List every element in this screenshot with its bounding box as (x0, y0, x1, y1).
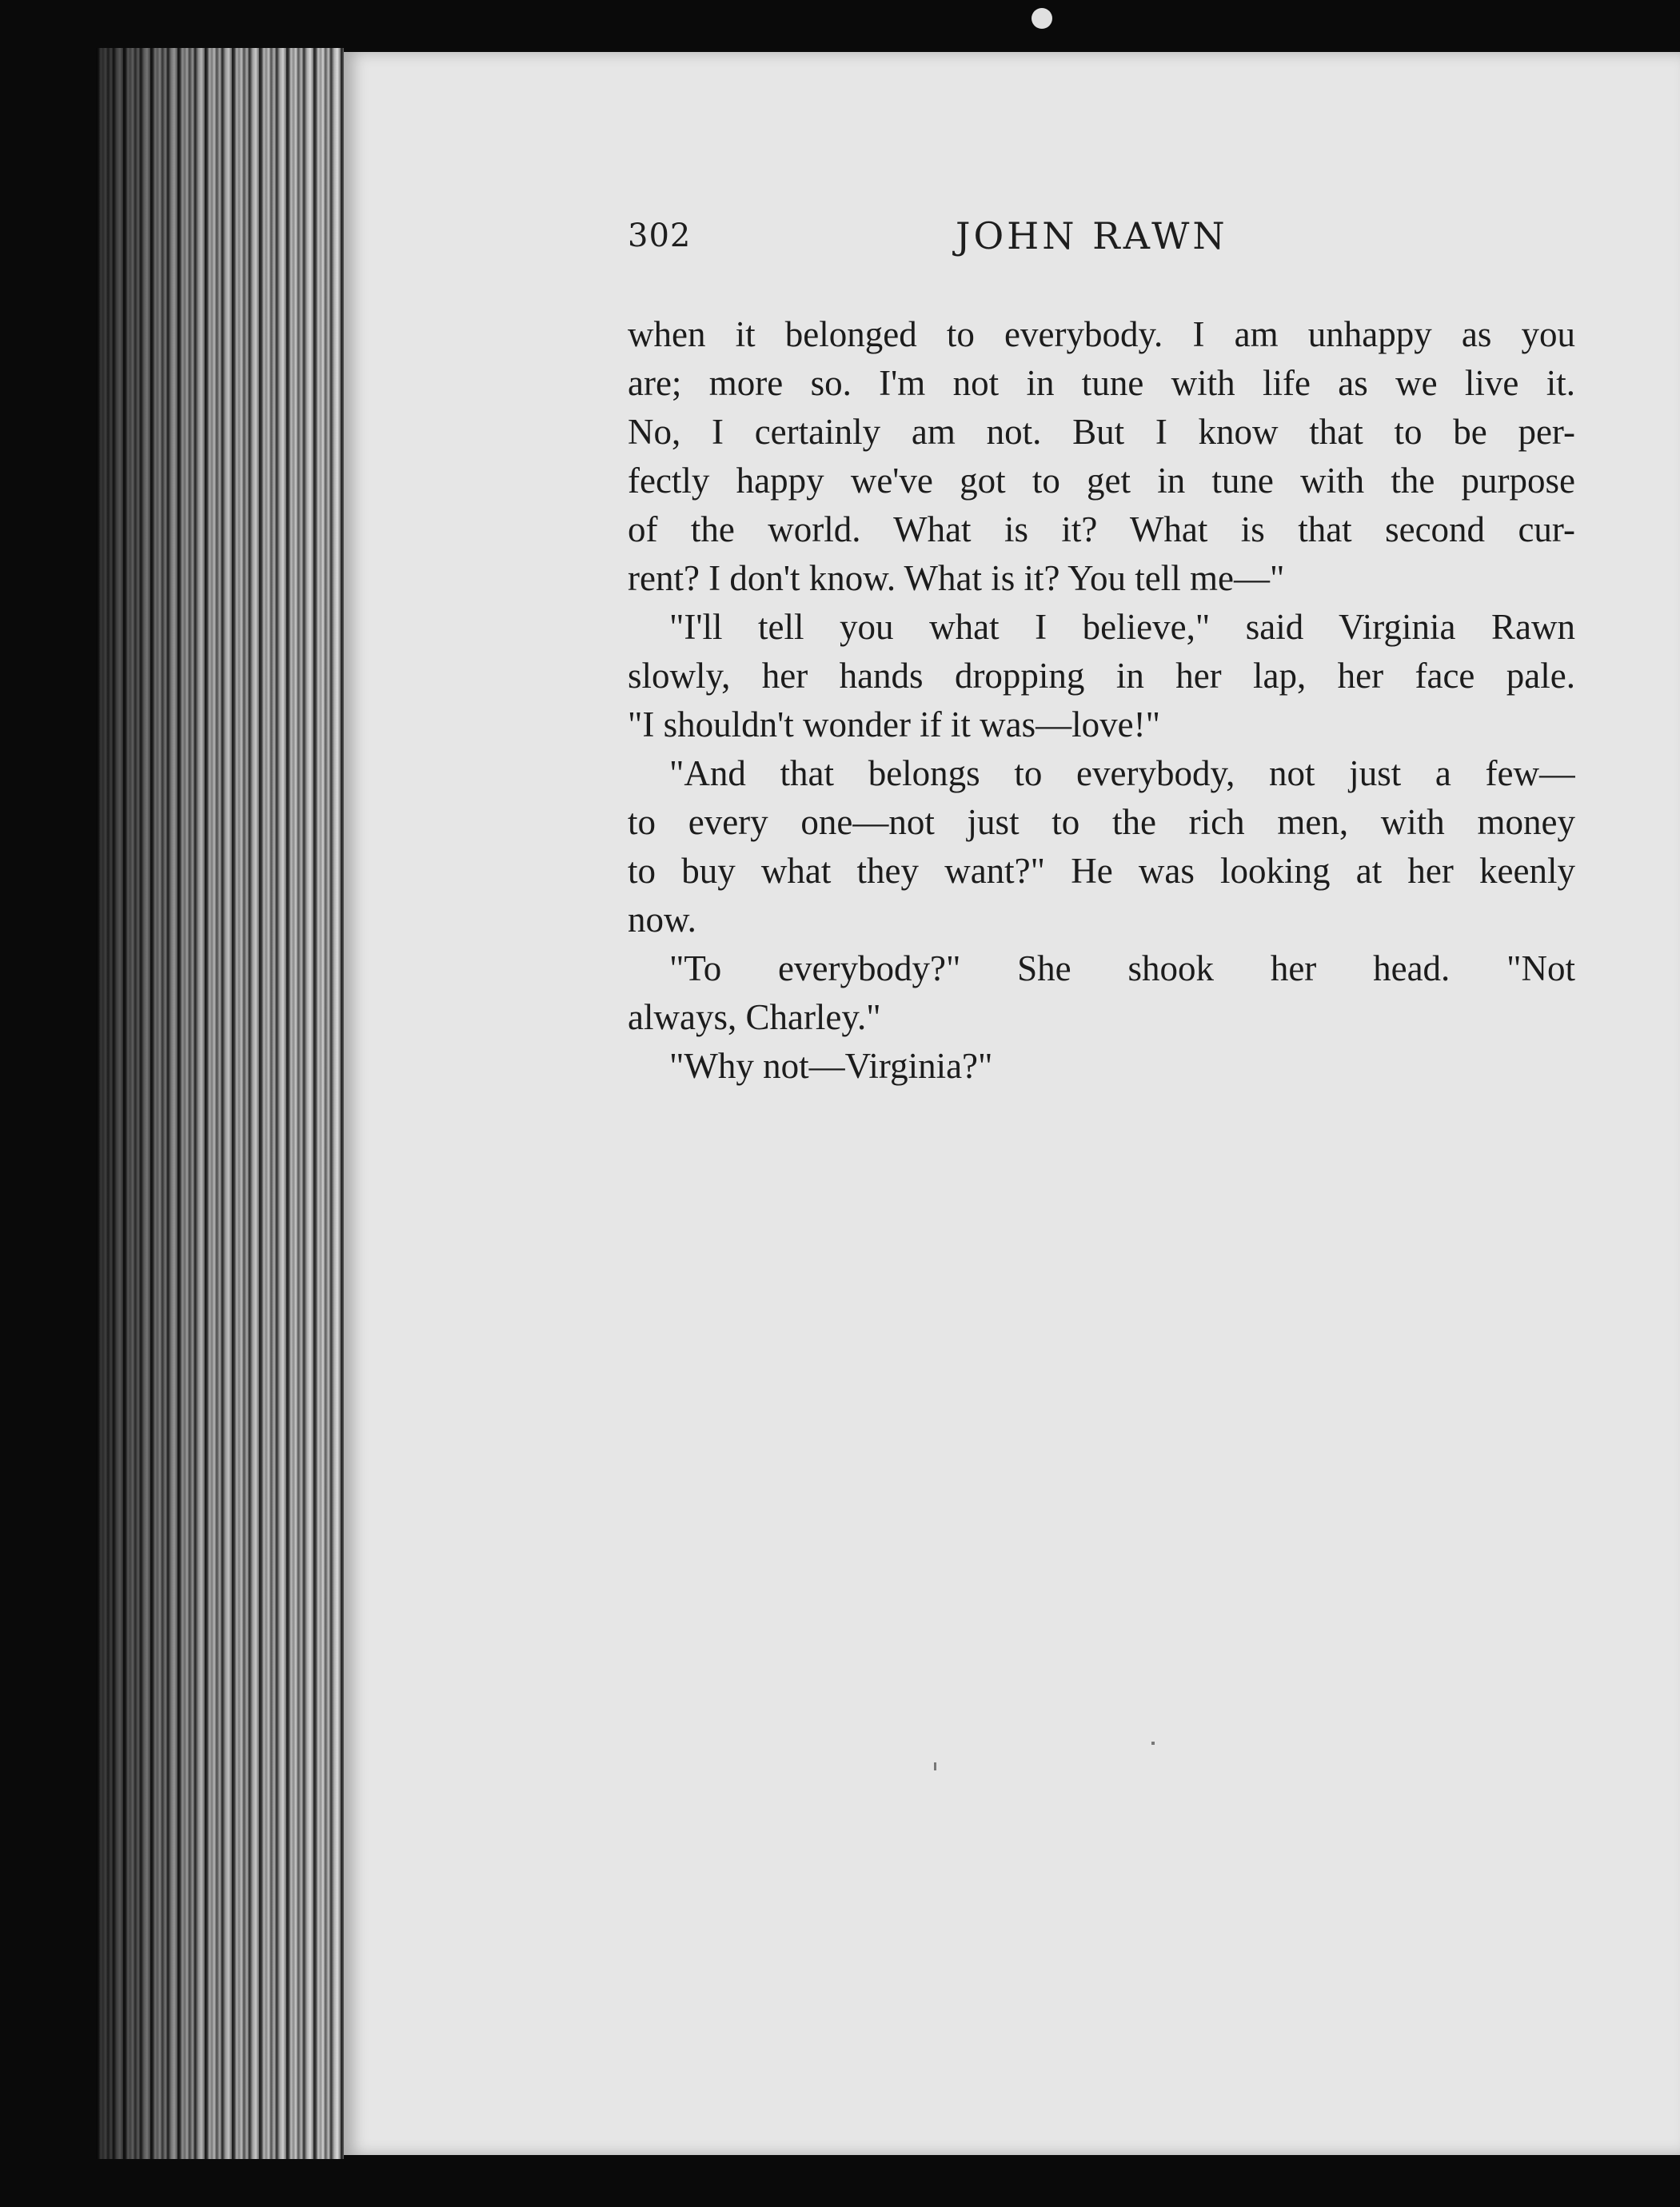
page-edges (96, 48, 344, 2159)
text-line: No, I certainly am not. But I know that to be per- (628, 412, 1575, 452)
scan-mark (1032, 8, 1052, 29)
stray-mark (1151, 1742, 1155, 1745)
text-line: "To everybody?" She shook her head. "Not (669, 948, 1575, 988)
text-line: when it belonged to everybody. I am unhappy as you (628, 314, 1575, 354)
text-line: slowly, her hands dropping in her lap, her face pale. (628, 656, 1575, 696)
page-number: 302 (628, 218, 692, 254)
text-line: "I shouldn't wonder if it was—love!" (628, 704, 1160, 744)
text-line: now. (628, 900, 696, 940)
text-line: to every one—not just to the rich men, with money (628, 802, 1575, 842)
text-line: rent? I don't know. What is it? You tell me—" (628, 558, 1285, 598)
running-title: JOHN RAWN (956, 214, 1228, 257)
running-head (628, 214, 1579, 262)
text-line: to buy what they want?" He was looking at her keenly (628, 851, 1575, 891)
stray-mark (934, 1762, 936, 1770)
text-line: of the world. What is it? What is that second cur- (628, 509, 1575, 549)
text-line: "Why not—Virginia?" (669, 1046, 993, 1086)
body-text (628, 310, 1575, 1091)
text-line: "And that belongs to everybody, not just a few— (669, 753, 1575, 793)
text-line: are; more so. I'm not in tune with life as we live it. (628, 363, 1575, 403)
text-line: fectly happy we've got to get in tune with the purpose (628, 461, 1575, 501)
text-line: "I'll tell you what I believe," said Virginia Rawn (669, 607, 1575, 647)
text-line: always, Charley." (628, 997, 881, 1037)
